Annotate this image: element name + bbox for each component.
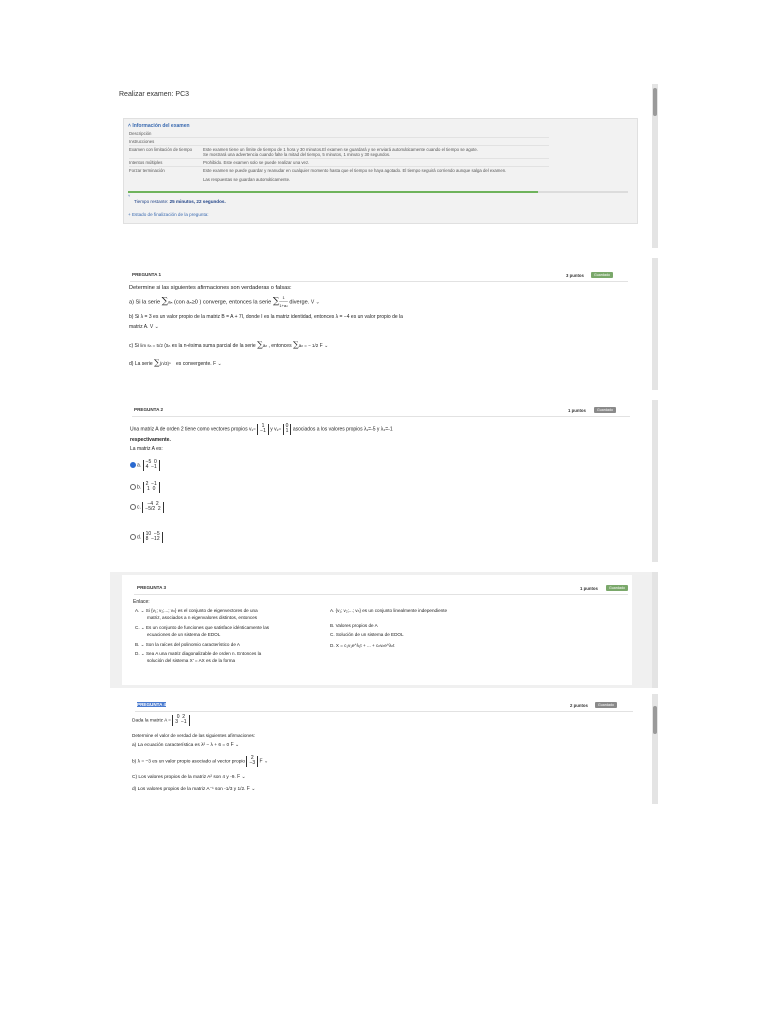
question-3-points: 1 puntos xyxy=(580,586,598,591)
info-label-tiempo: Examen con limitación de tiempo xyxy=(129,147,193,152)
scrollbar-1[interactable] xyxy=(652,84,658,248)
q1-item-b: b) Si λ = 3 es un valor propio de la matriz B = A + 7I, donde I es la matriz identidad, entonces λ = −4 es un valor propio de la xyxy=(129,314,403,320)
question-1-saved-badge: Guardado xyxy=(591,272,613,278)
question-2-intro-cont: respectivamente. xyxy=(130,437,171,443)
q3-right-c: C. Solución de un sistema de EDOL xyxy=(330,632,404,637)
timer-row xyxy=(134,199,226,204)
q4-item-c: C) Los valores propios de la matriz A² son 4 y -9. F ⌄ xyxy=(132,774,246,780)
question-3-saved-badge: Guardado xyxy=(606,585,628,591)
chevron-down-icon: ⌄ xyxy=(241,774,246,780)
info-value-advertencia: Se mostrará una advertencia cuando falte la mitad del tiempo, 5 minutos, 1 minuto y 30 segundos. xyxy=(203,152,391,157)
q2-option-c[interactable]: c. −4 2 −5/2 2 xyxy=(130,502,164,513)
q2-option-a[interactable]: a. −5 0 4 −1 xyxy=(130,460,160,471)
question-4-saved-badge: Guardado xyxy=(595,702,617,708)
q3-left-d-cont: solución del sistema X' = AX es de la forma xyxy=(147,658,236,663)
q3-left-a-cont: matriz, asociados a n eigenvalores distintos, entonces xyxy=(147,615,258,620)
q2-radio-a[interactable] xyxy=(130,462,136,468)
question-2-points: 1 puntos xyxy=(568,408,586,413)
question-2-prompt: La matriz A es: xyxy=(130,446,163,452)
scrollbar-3[interactable] xyxy=(652,400,658,562)
scrollbar-2[interactable] xyxy=(652,258,658,390)
page-title: Realizar examen: PC3 xyxy=(119,91,190,98)
q4-c-select[interactable]: F ⌄ xyxy=(237,774,246,780)
question-4-points: 2 puntos xyxy=(570,703,588,708)
info-section-title[interactable]: ˄ Información del examen xyxy=(128,123,190,129)
question-1-points: 3 puntos xyxy=(566,273,584,278)
expand-icon[interactable]: ˅ xyxy=(128,193,131,198)
scrollbar-thumb-1[interactable] xyxy=(653,88,657,116)
info-label-instrucciones: Instrucciones xyxy=(129,139,155,144)
chevron-down-icon: ⌄ xyxy=(251,786,256,792)
chevron-down-icon: ⌄ xyxy=(235,742,240,748)
q2-radio-c[interactable] xyxy=(130,504,136,510)
question-1-panel xyxy=(110,258,652,390)
q4-item-b: b) λ = −3 es un valor propio asociado al vector propio 2 −3 F ⌄ xyxy=(132,755,269,767)
question-1-title: PREGUNTA 1 xyxy=(132,272,162,277)
q3-left-a[interactable]: A. ⌄ Si {v₁; v₂;...; vₙ} es el conjunto de eigenvectores de una xyxy=(135,608,258,613)
q3-right-d: D. X = c₁v₁e^λ₁t + ... + cₙvₙe^λₙt xyxy=(330,643,395,648)
question-4-intro: Dada la matriz A = 0 2 3 −1 xyxy=(132,715,190,726)
chevron-down-icon: ⌄ xyxy=(263,758,269,765)
info-label-descripcion: Descripción xyxy=(129,131,152,136)
q3-left-c[interactable]: C. ⌄ Es un conjunto de funciones que satisface idénticamente las xyxy=(135,625,270,630)
question-3-title: PREGUNTA 3 xyxy=(137,585,167,590)
q4-item-d: d) Los valores propios de la matriz A⁻¹ son -1/3 y 1/2. F ⌄ xyxy=(132,786,256,792)
q1-b-select[interactable]: V ⌄ xyxy=(149,324,159,330)
q2-radio-b[interactable] xyxy=(130,484,136,490)
q1-a-select[interactable]: V ⌄ xyxy=(310,299,320,306)
q1-item-b-cont: matriz A. V ⌄ xyxy=(129,324,159,330)
q1-c-select[interactable]: F ⌄ xyxy=(319,343,329,349)
question-3-intro: Enlace: xyxy=(133,599,150,605)
info-label-forzar: Forzar terminación xyxy=(129,168,165,173)
question-4-panel xyxy=(110,694,652,804)
info-value-forzar: Este examen se puede guardar y reanudar en cualquier momento hasta que el tiempo se haya agotado. El tiempo seguirá corriendo aunque salga del examen. xyxy=(203,168,507,173)
q2-option-b[interactable]: b. 2 −1 1 0 xyxy=(130,482,160,493)
completion-status-link[interactable]: + Estado de finalización de la pregunta: xyxy=(128,212,209,217)
question-2-saved-badge: Guardado xyxy=(594,407,616,413)
exam-info-box xyxy=(123,118,638,224)
question-2-panel xyxy=(110,400,652,562)
q1-item-d: d) La serie ∑(n/3)ⁿ es convergente. F ⌄ xyxy=(129,358,222,367)
timer-progress-track xyxy=(128,191,628,193)
info-value-tiempo: Este examen tiene un límite de tiempo de 1 hora y 30 minutos.El examen se guardará y se enviará automáticamente cuando el tiempo se agote. xyxy=(203,147,478,152)
q3-left-b[interactable]: B. ⌄ Son la raíces del polinomio característico de A xyxy=(135,642,240,647)
q3-right-a: A. {v₁; v₂;...; vₙ} es un conjunto linealmente independiente xyxy=(330,608,448,613)
info-value-autosave: Las respuestas se guardan automáticamente. xyxy=(203,177,291,182)
scrollbar-5[interactable] xyxy=(652,694,658,804)
info-value-intentos: Prohibido. Este examen solo se puede realizar una vez. xyxy=(203,160,310,165)
q1-d-select[interactable]: F ⌄ xyxy=(213,361,222,367)
question-2-intro: Una matriz A de orden 2 tiene como vectores propios v₁= 1 −1 y v₂= 0 1 asociados a los valores propios λ₁=-5 y λ₂=-1 xyxy=(130,423,393,435)
q1-item-c: c) Si lim sₙ = 5/2 (sₙ es la n-ésima suma parcial de la serie ∑aₙ , entonces ∑aₙ = − 1/2 F ⌄ xyxy=(129,340,329,349)
q4-d-select[interactable]: F ⌄ xyxy=(246,786,256,792)
question-3-panel xyxy=(122,575,632,685)
timer-value: 25 minutos, 22 segundos. xyxy=(169,199,226,204)
exam-header-panel xyxy=(110,84,652,248)
question-2-title: PREGUNTA 2 xyxy=(134,407,164,412)
q3-right-b: B. Valores propios de A xyxy=(330,623,378,628)
q2-option-d[interactable]: d. 10 −5 8 −12 xyxy=(130,532,163,543)
timer-progress-fill xyxy=(128,191,538,193)
info-label-intentos: Intentos múltiples xyxy=(129,160,163,165)
q4-b-select[interactable]: F ⌄ xyxy=(259,758,269,765)
question-1-intro: Determine si las siguientes afirmaciones son verdaderas o falsas: xyxy=(129,285,292,291)
question-4-prompt: Determine el valor de verdad de las siguientes afirmaciones: xyxy=(132,733,256,738)
scrollbar-thumb-5[interactable] xyxy=(653,706,657,734)
q3-left-c-cont: ecuaciones de un sistema de EDOL xyxy=(147,632,221,637)
timer-label: Tiempo restante: xyxy=(134,199,169,204)
chevron-down-icon: ⌄ xyxy=(154,324,159,330)
expand-status-icon: + xyxy=(128,212,132,217)
q4-a-select[interactable]: F ⌄ xyxy=(230,742,240,748)
q3-left-d[interactable]: D. ⌄ Sea A una matriz diagonalizable de orden n. Entonces la xyxy=(135,651,262,656)
chevron-down-icon: ⌄ xyxy=(315,299,320,306)
collapse-icon: ˄ xyxy=(128,123,133,129)
q4-item-a: a) La ecuación característica es λ² − λ + 6 = 0 F ⌄ xyxy=(132,742,240,748)
chevron-down-icon: ⌄ xyxy=(324,343,329,349)
question-4-title: PREGUNTA 4 xyxy=(137,702,167,707)
chevron-down-icon: ⌄ xyxy=(217,361,222,367)
q1-item-a: a) Si la serie ∑aₙ (con aₙ≥0 ) converge, entonces la serie ∑ 1 ─── 1+aₙ diverge. V ⌄ xyxy=(129,295,320,308)
q2-radio-d[interactable] xyxy=(130,534,136,540)
scrollbar-4[interactable] xyxy=(652,572,658,688)
